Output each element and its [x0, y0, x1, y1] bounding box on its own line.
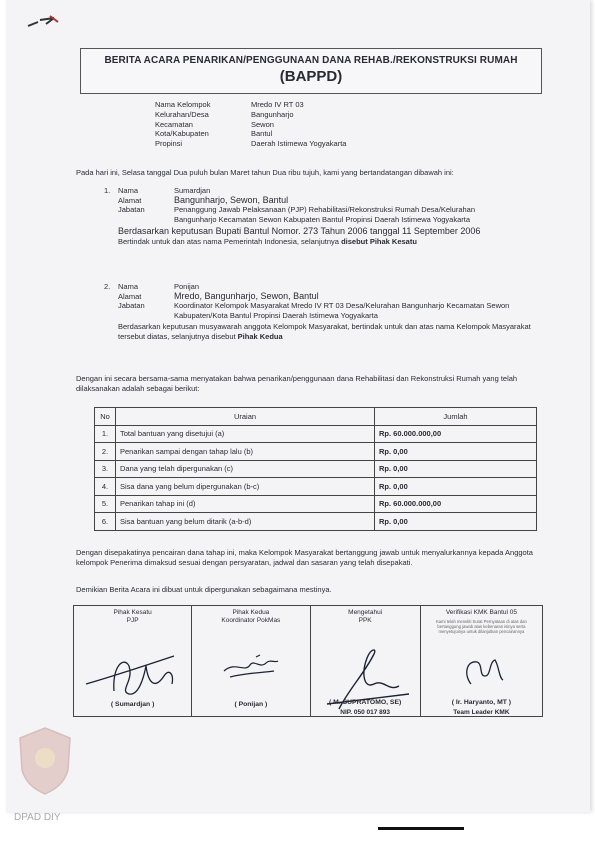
signer-role: Verifikasi KMK Bantul 05	[445, 609, 517, 616]
party-position: Koordinator Kelompok Masyarakat Mredo IV RT 03 Desa/Kelurahan Bangunharjo Kecamatan Sewon Kabupaten/Kota Bantul Propinsi Daerah Istimewa Yogyakarta	[174, 301, 510, 320]
column-header: No	[95, 408, 116, 426]
signer-nip: NIP. 050 017 893	[340, 709, 391, 716]
row-amount: Rp. 60.000.000,00	[375, 425, 537, 443]
signature-ppk	[311, 606, 421, 716]
pen-mark	[24, 12, 64, 32]
signer-title: PJP	[126, 617, 139, 624]
funds-table	[94, 407, 537, 531]
footer-bar	[378, 827, 464, 830]
meta-row	[155, 139, 346, 149]
row-amount: Rp. 60.000.000,00	[375, 495, 537, 513]
signature-sumardjan	[84, 636, 184, 701]
field-label: Jabatan	[118, 301, 145, 311]
field-label: Nama	[118, 186, 139, 195]
table-row	[95, 425, 537, 443]
row-number: 2.	[95, 443, 116, 461]
signature-party-two	[192, 606, 310, 716]
party-act: Bertindak untuk dan atas nama Pemerintah Indonesia, selanjutnya disebut Pihak Kesatu	[118, 236, 417, 246]
meta-label: Kecamatan	[155, 119, 193, 129]
row-number: 3.	[95, 460, 116, 478]
closing-text: Dengan disepakatinya pencairan dana tahap ini, maka Kelompok Masyarakat bertanggung jawab untuk menyalurkannya kepada Anggota kelompok Penerima dimaksud sesuai dengan persyaratan, jadwal dan sasaran yang telah disepakati.	[76, 548, 533, 567]
group-info	[155, 100, 346, 149]
row-number: 6.	[95, 513, 116, 531]
field-label: Nama	[118, 282, 139, 291]
party-basis: Berdasarkan keputusan Bupati Bantul Nomor. 273 Tahun 2006 tanggal 11 September 2006	[118, 226, 481, 237]
signature-block	[73, 605, 543, 717]
signer-title: Team Leader KMK	[453, 709, 510, 716]
meta-value: Sewon	[251, 119, 274, 129]
document-title: BERITA ACARA PENARIKAN/PENGGUNAAN DANA REHAB./REKONSTRUKSI RUMAH	[104, 55, 518, 66]
field-label: Jabatan	[118, 205, 145, 215]
meta-row	[155, 129, 346, 139]
row-amount: Rp. 0,00	[375, 513, 537, 531]
party-address: Mredo, Bangunharjo, Sewon, Bantul	[174, 290, 319, 301]
meta-row	[155, 110, 346, 120]
row-number: 1.	[95, 425, 116, 443]
row-description: Penarikan tahap ini (d)	[116, 495, 375, 513]
intro-text: Pada hari ini, Selasa tanggal Dua puluh bulan Maret tahun Dua ribu tujuh, kami yang bertandatangan dibawah ini:	[76, 168, 454, 177]
party-position: Penanggung Jawab Pelaksanaan (PJP) Rehabilitasi/Rekonstruksi Rumah Desa/Kelurahan Bangunharjo Kecamatan Sewon Kabupaten Bantul Propinsi Daerah Istimewa Yogyakarta	[174, 205, 476, 224]
signature-party-one	[74, 606, 192, 716]
table-row	[95, 495, 537, 513]
meta-value: Bantul	[251, 129, 273, 139]
meta-label: Kota/Kabupaten	[155, 129, 209, 139]
signer-role: Mengetahui	[348, 609, 383, 616]
meta-row	[155, 100, 346, 110]
table-row	[95, 513, 537, 531]
party-basis: Berdasarkan keputusan musyawarah anggota Kelompok Masyarakat, bertindak untuk dan atas nama Kelompok Masyarakat tersebut diatas, selanjutnya disebut Pihak Kedua	[118, 322, 531, 341]
row-description: Total bantuan yang disetujui (a)	[116, 425, 375, 443]
meta-row	[155, 120, 346, 130]
field-label: Alamat	[118, 291, 142, 301]
row-amount: Rp. 0,00	[375, 443, 537, 461]
signature-haryanto	[459, 654, 509, 690]
signer-name: ( Ponijan )	[234, 701, 268, 708]
row-description: Sisa bantuan yang belum ditarik (a-b-d)	[116, 513, 375, 531]
meta-value: Bangunharjo	[251, 109, 294, 119]
field-label: Alamat	[118, 195, 142, 205]
signature-verification	[421, 606, 542, 716]
meta-value: Mredo IV RT 03	[251, 100, 304, 109]
row-description: Penarikan sampai dengan tahap lalu (b)	[116, 443, 375, 461]
signature-ponijan	[220, 651, 280, 681]
document-acronym: (BAPPD)	[279, 68, 343, 85]
row-description: Sisa dana yang belum dipergunakan (b-c)	[116, 478, 375, 496]
signer-role: Pihak Kedua	[232, 609, 270, 616]
meta-label: Propinsi	[155, 139, 183, 149]
party-name: Sumardjan	[174, 186, 211, 195]
signer-role: Pihak Kesatu	[113, 609, 152, 616]
party-name: Ponijan	[174, 282, 200, 291]
party-two	[104, 282, 538, 342]
table-row	[95, 478, 537, 496]
agreement-text: Dengan ini secara bersama-sama menyatakan bahwa penarikan/penggunaan dana Rehabilitasi dan Rekonstruksi Rumah yang telah dilaksanakan adalah sebagai berikut:	[76, 374, 518, 393]
column-header: Uraian	[116, 408, 375, 426]
column-header: Jumlah	[375, 408, 537, 426]
meta-value: Daerah Istimewa Yogyakarta	[251, 139, 347, 149]
row-number: 4.	[95, 478, 116, 496]
row-description: Dana yang telah dipergunakan (c)	[116, 460, 375, 478]
party-number: 1.	[104, 186, 111, 195]
party-one	[104, 186, 518, 247]
table-header-row	[95, 408, 537, 426]
meta-label: Kelurahan/Desa	[155, 109, 209, 119]
signer-name: ( Ir. Haryanto, MT )	[451, 699, 512, 706]
row-amount: Rp. 0,00	[375, 460, 537, 478]
signer-name: ( M. SUPRATOMO, SE)	[329, 699, 402, 706]
party-address: Bangunharjo, Sewon, Bantul	[174, 194, 289, 205]
signer-title: Koordinator PokMas	[221, 617, 281, 624]
emblem-watermark	[14, 724, 76, 796]
signer-name: ( Sumardjan )	[110, 701, 155, 708]
row-number: 5.	[95, 495, 116, 513]
signer-title: PPK	[358, 617, 372, 624]
party-number: 2.	[104, 282, 111, 291]
row-amount: Rp. 0,00	[375, 478, 537, 496]
table-row	[95, 460, 537, 478]
verification-note: Kami telah meneliti Surat Pernyataan di atas dan bertanggung jawab atas kebenaran isinya serta menyetujuinya untuk dilanjutkan pencairannya	[436, 619, 527, 634]
closing-statement: Demikian Berita Acara ini dibuat untuk dipergunakan sebagaimana mestinya.	[76, 585, 332, 594]
meta-label: Nama Kelompok	[155, 100, 211, 109]
table-row	[95, 443, 537, 461]
archive-footer: DPAD DIY	[14, 812, 61, 823]
title-box	[80, 48, 542, 94]
